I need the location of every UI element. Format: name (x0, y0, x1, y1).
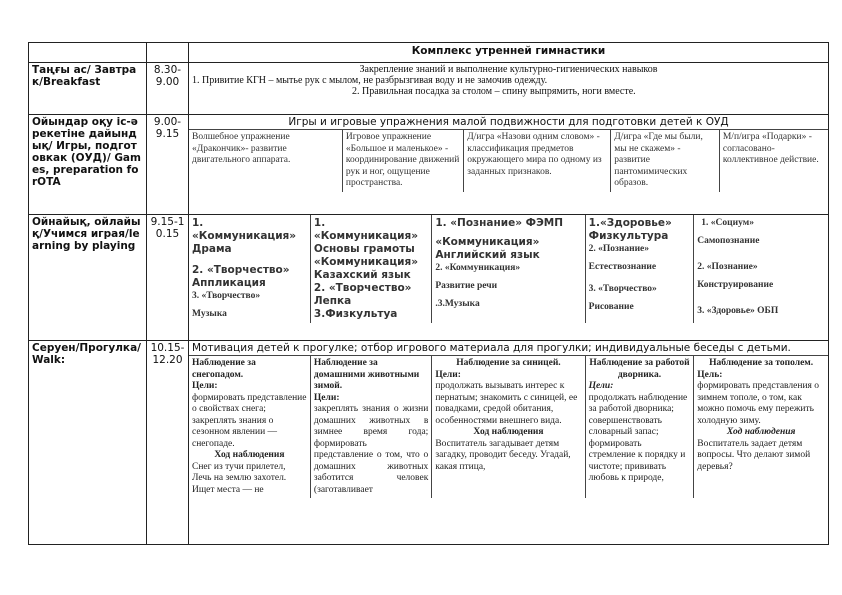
walk-c4-goal: Цели: (588, 381, 614, 391)
row-time-games: 9.00-9.15 (147, 115, 189, 215)
walk-col-4 (585, 356, 694, 498)
learning-col-2 (310, 215, 431, 323)
learning-col-1 (189, 215, 310, 323)
learning-c1-l4: Аппликация (192, 277, 266, 289)
breakfast-line-1: 1. Привитие КГН – мытье рук с мылом, не разбрызгивая воду и не замочив одежду. (192, 75, 548, 86)
games-cell-3: Д/игра «Назови одним словом» - классификация предметов окружающего мира по одному из заданных признаков. (464, 130, 611, 192)
walk-c3-title: Наблюдение за синицей. (456, 358, 561, 368)
walk-c5-title: Наблюдение за тополем. (709, 358, 814, 368)
learning-c1-l2: Драма (192, 243, 232, 255)
walk-col-2 (310, 356, 431, 498)
games-grid (189, 130, 828, 192)
games-cell-2: Игровое упражнение «Большое и маленькое» - координирование движений рук и ног, ощущение пространства. (342, 130, 463, 192)
walk-c1-goal: Цели: (192, 381, 218, 391)
walk-c5-text2: Воспитатель задает детям вопросы. Что делают зимой деревья? (697, 438, 811, 472)
row-time-breakfast: 8.30-9.00 (147, 63, 189, 115)
learning-c4-l1: 1.«Здоровье» (588, 217, 672, 229)
walk-c2-goal: Цели: (313, 392, 340, 403)
schedule-table (28, 42, 829, 545)
walk-c5-goal: Цель: (697, 369, 723, 380)
learning-col-4 (585, 215, 694, 323)
learning-c5-l3: 2. «Познание» (697, 262, 758, 272)
learning-c1-l3: 2. «Творчество» (192, 264, 290, 276)
games-heading: Игры и игровые упражнения малой подвижности для подготовки детей к ОУД (189, 115, 828, 130)
walk-c3-text2: Воспитатель загадывает детям загадку, проводит беседу. Угадай, какая птица, (435, 438, 571, 472)
row-label-learning: Ойнайық, ойлайық/Учимся играя/learning by playing (29, 215, 147, 341)
learning-c5-l4: Конструирование (697, 280, 774, 290)
learning-c3-l3: Английский язык (435, 249, 540, 261)
row-label-walk: Серуен/Прогулка/Walk: (29, 341, 147, 545)
learning-c3-l5: Развитие речи (435, 281, 498, 291)
walk-c4-text: продолжать наблюдение за работой дворника; совершенствовать словарный запас; формировать стремление к порядку и чистоте; прививать любовь к природе, (588, 392, 688, 483)
learning-c2-l1: 1. «Коммуникация» (313, 217, 418, 242)
games-content (189, 115, 829, 215)
learning-grid (189, 215, 828, 323)
walk-c1-title: Наблюдение за снегопадом. (192, 358, 256, 380)
learning-c3-l6: .3.Музыка (435, 299, 480, 309)
learning-c4-l3: 2. «Познание» (588, 244, 650, 254)
breakfast-content (189, 63, 829, 115)
learning-c5-l5: 3. «Здоровье» ОБП (697, 306, 779, 316)
learning-c3-l2: «Коммуникация» (435, 236, 540, 248)
learning-c4-l5: 3. «Творчество» (588, 284, 657, 294)
learning-c4-l2: Физкультура (588, 230, 669, 242)
learning-c5-l1: 1. «Социум» (701, 218, 754, 228)
walk-heading: Мотивация детей к прогулке; отбор игрового материала для прогулки; индивидуальные беседы с детьми. (189, 341, 828, 356)
walk-c1-course: Ход наблюдения (214, 450, 285, 460)
games-cell-4: Д/игра «Где мы были, мы не скажем» - развитие пантомимических образов. (611, 130, 720, 192)
walk-c4-title: Наблюдение за работой дворника. (589, 358, 690, 380)
walk-c1-poem: Снег из тучи прилетел, Лечь на землю захотел. Ищет места — не (192, 461, 287, 495)
learning-c2-l6: Лепка (313, 295, 352, 307)
learning-c1-l5: 3. «Творчество» (192, 291, 261, 301)
walk-c2-text: закреплять знания о жизни домашних животных в зимнее время года; формировать представление о том, что о домашних животных заботится человек (заготавливает (313, 404, 429, 495)
row-label-games: Ойындар оқу іс-әрекетіне дайындық/ Игры, подготовкак (ОУД)/ Games, preparation forOTA (29, 115, 147, 215)
walk-col-3 (432, 356, 585, 498)
learning-c5-l2: Самопознание (697, 236, 760, 246)
walk-c3-text: продолжать вызывать интерес к пернатым; знакомить с синицей, ее повадками, средой обитания, особенностями внешнего вида. (435, 381, 578, 426)
learning-c2-l3: «Коммуникация» (313, 256, 418, 268)
walk-c1-text: формировать представление о свойствах снега; закреплять знания о сезонном явлении — снегопаде. (192, 392, 307, 449)
learning-c4-l6: Рисование (588, 302, 634, 312)
learning-c3-l4: 2. «Коммуникация» (435, 263, 521, 273)
breakfast-line-2: 2. Правильная посадка за столом – спину выпрямить, ноги вместе. (352, 86, 636, 97)
row-label-breakfast: Таңғы ас/ Завтрак/Breakfast (29, 63, 147, 115)
learning-c4-l4: Естествознание (588, 262, 657, 272)
walk-col-5 (694, 356, 828, 498)
table-title: Комплекс утренней гимнастики (189, 43, 829, 63)
walk-content (189, 341, 829, 545)
learning-c1-l1: 1. «Коммуникация» (192, 217, 297, 242)
learning-c2-l5: 2. «Творчество» (313, 282, 412, 294)
learning-c3-l1: 1. «Познание» ФЭМП (435, 217, 564, 229)
learning-c1-l6: Музыка (192, 309, 227, 319)
schedule-sheet (28, 42, 828, 545)
games-cell-1: Волшебное упражнение «Дракончик»- развитие двигательного аппарата. (192, 132, 291, 165)
walk-grid (189, 356, 828, 498)
games-cell-5: М/п/игра «Подарки» - согласовано-коллективное действие. (719, 130, 828, 192)
learning-col-3 (432, 215, 585, 323)
breakfast-heading: Закрепление знаний и выполнение культурно-гигиенических навыков (359, 64, 658, 75)
row-time-learning: 9.15-10.15 (147, 215, 189, 341)
walk-c3-goal: Цели: (435, 369, 461, 380)
learning-col-5 (694, 215, 828, 323)
walk-c5-text: формировать представления о зимнем тополе, о том, как можно помочь ему пережить холодную зиму. (697, 381, 820, 426)
learning-content (189, 215, 829, 341)
row-time-walk: 10.15-12.20 (147, 341, 189, 545)
walk-c2-title: Наблюдение за домашними животными зимой. (313, 358, 420, 391)
learning-c2-l4: Казахский язык (313, 269, 411, 281)
learning-c2-l7: 3.Физкультуа (313, 308, 398, 320)
walk-col-1 (189, 356, 310, 498)
empty-time-cell (147, 43, 189, 63)
walk-c3-course: Ход наблюдения (473, 427, 544, 437)
walk-c5-course: Ход наблюдения (726, 427, 796, 437)
empty-corner-cell (29, 43, 147, 63)
learning-c2-l2: Основы грамоты (313, 243, 415, 255)
